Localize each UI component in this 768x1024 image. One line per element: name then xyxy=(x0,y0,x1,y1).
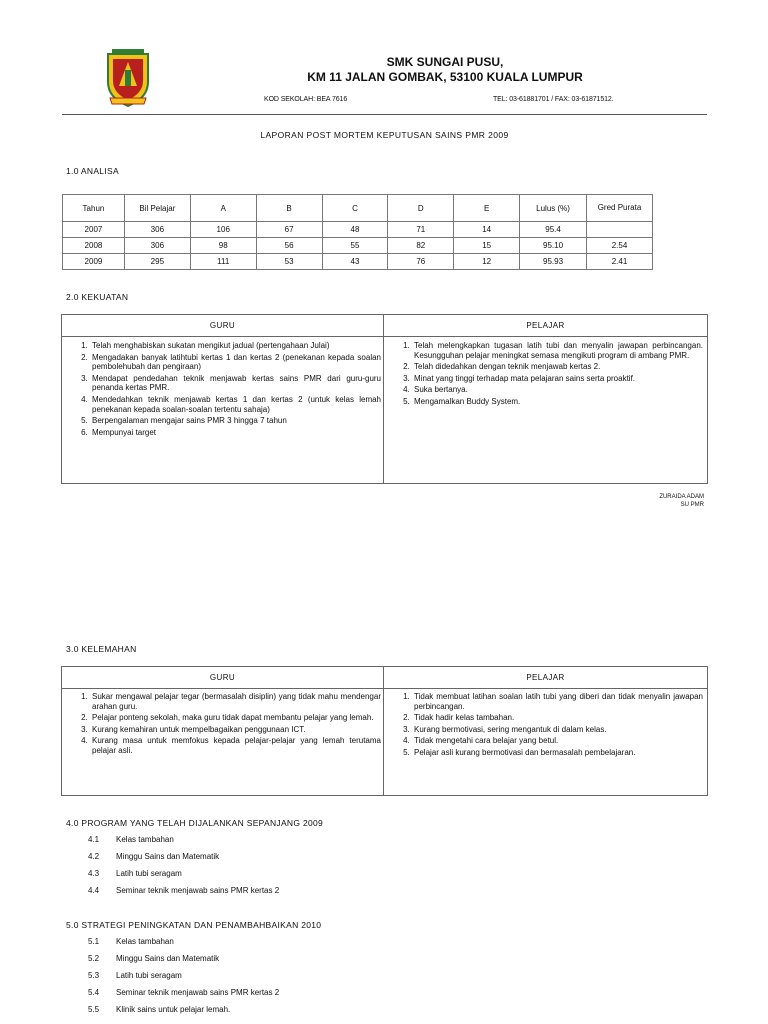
table-cell: 306 xyxy=(124,222,190,238)
list-item xyxy=(88,886,388,898)
item-number: 4.2 xyxy=(88,852,100,861)
table-divider xyxy=(383,667,384,795)
list-item xyxy=(88,852,388,864)
table-cell: 12 xyxy=(454,254,520,270)
list-item: 2. Telah didedahkan dengan teknik menjawab kertas 2. xyxy=(412,362,703,372)
table-cell: 53 xyxy=(256,254,322,270)
guru-column-header: GURU xyxy=(209,321,236,330)
school-code: KOD SEKOLAH: BEA 7616 xyxy=(264,96,348,103)
list-item: 4. Kurang masa untuk memfokus kepada pelajar-pelajar yang lemah terutama pelajar asli. xyxy=(90,736,381,755)
list-item: 5. Mengamalkan Buddy System. xyxy=(412,397,703,407)
column-header: Lulus (%) xyxy=(520,195,587,222)
item-number: 5.3 xyxy=(88,971,100,980)
item-text: Seminar teknik menjawab sains PMR kertas 2 xyxy=(116,988,280,997)
table-cell: 56 xyxy=(256,238,322,254)
item-number: 4.4 xyxy=(88,886,100,895)
school-name: SMK SUNGAI PUSU, xyxy=(386,55,504,69)
report-title: LAPORAN POST MORTEM KEPUTUSAN SAINS PMR 2009 xyxy=(260,130,509,140)
list-item: 3. Mendapat pendedahan teknik menjawab kertas sains PMR dari guru-guru penanda kertas PMR. xyxy=(90,374,381,393)
table-cell: 43 xyxy=(322,254,388,270)
list-item: 2. Pelajar ponteng sekolah, maka guru tidak dapat membantu pelajar yang lemah. xyxy=(90,713,381,723)
column-header: B xyxy=(256,195,322,222)
item-number: 4.3 xyxy=(88,869,100,878)
column-header: Gred Purata xyxy=(587,195,653,222)
analysis-table xyxy=(62,194,653,270)
list-item xyxy=(88,937,388,949)
list-item xyxy=(88,971,388,983)
list-item: 2. Mengadakan banyak latihtubi kertas 1 dan kertas 2 (penekanan kepada soalan pembolehubah dan pengiraan) xyxy=(90,353,381,372)
school-address: KM 11 JALAN GOMBAK, 53100 KUALA LUMPUR xyxy=(307,70,583,84)
table-cell: 55 xyxy=(322,238,388,254)
item-number: 5.2 xyxy=(88,954,100,963)
kelemahan-guru-list xyxy=(68,692,381,758)
pelajar-column-header: PELAJAR xyxy=(526,673,565,682)
list-item: 6. Mempunyai target xyxy=(90,428,381,438)
table-cell: 2009 xyxy=(63,254,125,270)
list-item: 3. Minat yang tinggi terhadap mata pelajaran sains serta proaktif. xyxy=(412,374,703,384)
table-row xyxy=(63,222,653,238)
table-cell: 2007 xyxy=(63,222,125,238)
item-text: Latih tubi seragam xyxy=(116,869,182,878)
list-item xyxy=(88,1005,388,1017)
column-header: D xyxy=(388,195,454,222)
list-item: 1. Telah menghabiskan sukatan mengikut jadual (pertengahaan Julai) xyxy=(90,341,381,351)
list-item xyxy=(88,835,388,847)
kekuatan-guru-list xyxy=(68,341,381,439)
signature-role: SU PMR xyxy=(680,502,704,508)
item-number: 5.5 xyxy=(88,1005,100,1014)
table-row xyxy=(63,254,653,270)
table-cell: 2008 xyxy=(63,238,125,254)
item-number: 4.1 xyxy=(88,835,100,844)
table-cell: 95.93 xyxy=(520,254,587,270)
item-number: 5.1 xyxy=(88,937,100,946)
table-cell: 48 xyxy=(322,222,388,238)
kekuatan-pelajar-list xyxy=(390,341,703,409)
column-header: C xyxy=(322,195,388,222)
school-logo xyxy=(104,48,152,108)
table-cell: 15 xyxy=(454,238,520,254)
item-text: Seminar teknik menjawab sains PMR kertas 2 xyxy=(116,886,280,895)
table-cell: 76 xyxy=(388,254,454,270)
table-cell: 98 xyxy=(190,238,256,254)
table-header-row xyxy=(63,195,653,222)
table-cell: 106 xyxy=(190,222,256,238)
item-text: Klinik sains untuk pelajar lemah. xyxy=(116,1005,231,1014)
table-cell: 95.10 xyxy=(520,238,587,254)
section-analisa-heading: 1.0 ANALISA xyxy=(66,166,119,176)
section-strategi-heading: 5.0 STRATEGI PENINGKATAN DAN PENAMBAHBAIKAN 2010 xyxy=(66,920,322,930)
table-cell: 111 xyxy=(190,254,256,270)
list-item: 1. Sukar mengawal pelajar tegar (bermasalah disiplin) yang tidak mahu mendengar arahan guru. xyxy=(90,692,381,711)
column-header: Bil Pelajar xyxy=(124,195,190,222)
list-item: 3. Kurang kemahiran untuk mempelbagaikan penggunaan ICT. xyxy=(90,725,381,735)
section-kelemahan-heading: 3.0 KELEMAHAN xyxy=(66,644,137,654)
item-text: Latih tubi seragam xyxy=(116,971,182,980)
table-row xyxy=(63,238,653,254)
item-text: Kelas tambahan xyxy=(116,937,174,946)
list-item: 1. Telah melengkapkan tugasan latih tubi dan menyalin jawapan perbincangan. Kesungguhan pelajar meningkat semasa mengikuti program di ambang PMR. xyxy=(412,341,703,360)
list-item: 5. Pelajar asli kurang bermotivasi dan bermasalah pembelajaran. xyxy=(412,748,703,758)
table-divider xyxy=(62,336,707,337)
list-item: 4. Tidak mengetahi cara belajar yang betul. xyxy=(412,736,703,746)
table-cell: 71 xyxy=(388,222,454,238)
table-cell xyxy=(587,222,653,238)
table-cell: 82 xyxy=(388,238,454,254)
table-cell: 2.41 xyxy=(587,254,653,270)
header-divider xyxy=(62,114,707,115)
kelemahan-pelajar-list xyxy=(390,692,703,760)
list-item: 4. Suka bertanya. xyxy=(412,385,703,395)
column-header: A xyxy=(190,195,256,222)
table-cell: 306 xyxy=(124,238,190,254)
table-cell: 67 xyxy=(256,222,322,238)
item-number: 5.4 xyxy=(88,988,100,997)
column-header: Tahun xyxy=(63,195,125,222)
list-item: 3. Kurang bermotivasi, sering mengantuk di dalam kelas. xyxy=(412,725,703,735)
signature-name: ZURAIDA ADAM xyxy=(659,494,704,500)
table-cell: 95.4 xyxy=(520,222,587,238)
kekuatan-table xyxy=(61,314,708,484)
list-item: 5. Berpengalaman mengajar sains PMR 3 hingga 7 tahun xyxy=(90,416,381,426)
table-cell: 2.54 xyxy=(587,238,653,254)
table-divider xyxy=(383,315,384,483)
list-item xyxy=(88,954,388,966)
list-item: 1. Tidak membuat latihan soalan latih tubi yang diberi dan tidak menyalin jawapan perbincangan. xyxy=(412,692,703,711)
pelajar-column-header: PELAJAR xyxy=(526,321,565,330)
list-item xyxy=(88,988,388,1000)
list-item: 2. Tidak hadir kelas tambahan. xyxy=(412,713,703,723)
column-header: E xyxy=(454,195,520,222)
item-text: Minggu Sains dan Matematik xyxy=(116,954,220,963)
list-item xyxy=(88,869,388,881)
item-text: Minggu Sains dan Matematik xyxy=(116,852,220,861)
contact-info: TEL: 03-61881701 / FAX: 03-61871512. xyxy=(493,96,614,103)
guru-column-header: GURU xyxy=(209,673,236,682)
strategi-list xyxy=(88,937,388,1021)
list-item: 4. Mendedahkan teknik menjawab kertas 1 dan kertas 2 (untuk kelas lemah penekanan kepada soalan-soalan tertentu sahaja) xyxy=(90,395,381,414)
section-program-heading: 4.0 PROGRAM YANG TELAH DIJALANKAN SEPANJANG 2009 xyxy=(66,818,324,828)
kelemahan-table xyxy=(61,666,708,796)
table-divider xyxy=(62,688,707,689)
table-cell: 14 xyxy=(454,222,520,238)
section-kekuatan-heading: 2.0 KEKUATAN xyxy=(66,292,129,302)
program-list xyxy=(88,835,388,905)
table-cell: 295 xyxy=(124,254,190,270)
item-text: Kelas tambahan xyxy=(116,835,174,844)
